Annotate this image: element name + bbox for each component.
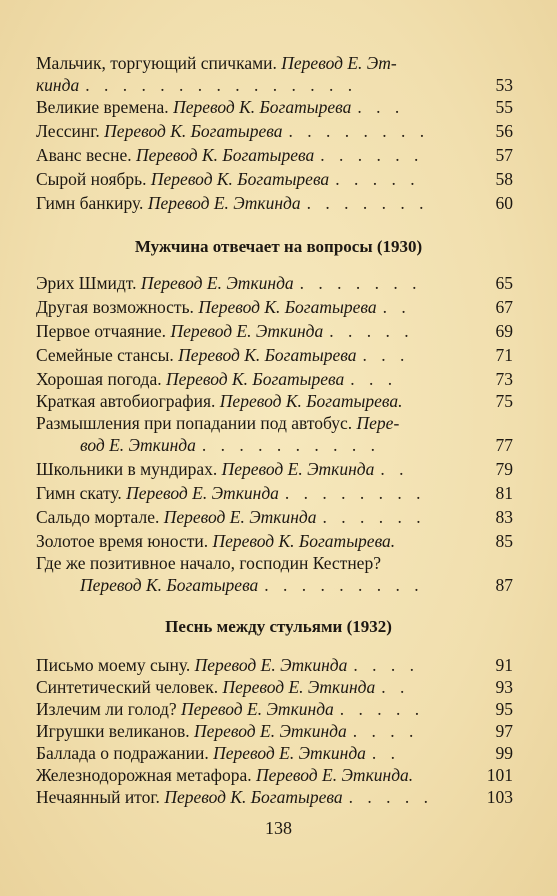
entry-translator: Перевод Е. Эткинда.: [256, 765, 414, 785]
leader-dots: . . . . . . .: [306, 193, 429, 213]
page-number: 101: [486, 765, 513, 785]
entry-title: Где же позитивное начало, господин Кестнер?: [36, 553, 381, 573]
toc-entry: [36, 296, 513, 318]
toc-entry: [36, 96, 513, 118]
entry-title: Баллада о подражании.: [36, 743, 209, 763]
toc-entry: [36, 506, 513, 528]
entry-translator: Перевод Е. Эткинда: [194, 655, 348, 675]
entry-title: Великие времена.: [36, 97, 169, 117]
page-number: 77: [495, 435, 513, 455]
leader-dots: . . .: [362, 345, 410, 365]
toc-entry: [36, 698, 513, 720]
page-number: 87: [495, 575, 513, 595]
leader-dots: . . . . .: [339, 699, 425, 719]
leader-dots: . . . . .: [348, 787, 433, 807]
entry-translator: Перевод К. Богатырева: [150, 169, 330, 189]
entry-title: Железнодорожная метафора.: [36, 765, 252, 785]
page-number: 69: [495, 321, 513, 341]
entry-translator: Перевод Е. Эткинда: [170, 321, 324, 341]
toc-entry: [36, 412, 513, 456]
entry-translator: Перевод Е. Эткинда: [140, 273, 294, 293]
page-number: 56: [495, 121, 513, 141]
toc-entry: [36, 720, 513, 742]
page-number: 67: [495, 297, 513, 317]
entry-title: Сальдо мортале.: [36, 507, 160, 527]
entry-title: Лессинг.: [36, 121, 100, 141]
page-number: 81: [495, 483, 513, 503]
leader-dots: . . .: [350, 369, 398, 389]
entry-translator: Перевод К. Богатырева: [198, 297, 377, 317]
toc-entry: [36, 192, 513, 214]
toc-entry: [36, 654, 513, 676]
toc-line: [36, 552, 513, 574]
leader-dots: . . .: [357, 97, 405, 117]
leader-dots: . . . . . .: [320, 145, 424, 165]
entry-title: Мальчик, торгующий спичками.: [36, 53, 277, 73]
leader-dots: . . . . .: [335, 169, 420, 189]
entry-title: Краткая автобиография.: [36, 391, 216, 411]
toc-entry: [36, 168, 513, 190]
toc-line: [36, 574, 513, 596]
page-number: 75: [495, 391, 513, 411]
toc-line: [36, 74, 513, 96]
entry-translator: Перевод Е. Эткинда: [222, 677, 376, 697]
toc-entry: [36, 344, 513, 366]
entry-title: Письмо моему сыну.: [36, 655, 191, 675]
page-number: 83: [495, 507, 513, 527]
page-number: 93: [495, 677, 513, 697]
page-number: 73: [495, 369, 513, 389]
toc-entry: [36, 676, 513, 698]
entry-translator: Перевод Е. Эткинда: [181, 699, 334, 719]
folio-page-number: 138: [265, 818, 292, 838]
entry-translator: Перевод К. Богатырева: [164, 787, 343, 807]
page-number: 55: [495, 97, 513, 117]
entry-title: Аванс весне.: [36, 145, 132, 165]
leader-dots: . . . . . .: [322, 507, 426, 527]
leader-dots: . . . . . . . . . . . . . . .: [85, 75, 358, 95]
leader-dots: . . . . . . . . .: [264, 575, 424, 595]
entry-title: Эрих Шмидт.: [36, 273, 137, 293]
entry-title: Школьники в мундирах.: [36, 459, 218, 479]
toc-entry: [36, 742, 513, 764]
section-heading: Мужчина отвечает на вопросы (1930): [134, 237, 423, 256]
page-number: 57: [495, 145, 513, 165]
entry-translator: Перевод К. Богатырева.: [219, 391, 403, 411]
entry-title: Семейные стансы.: [36, 345, 174, 365]
page-number: 91: [495, 655, 513, 675]
leader-dots: . .: [380, 459, 409, 479]
entry-translator: Перевод Е. Эткинда: [126, 483, 279, 503]
leader-dots: . . . .: [352, 721, 419, 741]
entry-title: Хорошая погода.: [36, 369, 162, 389]
page-number: 60: [495, 193, 513, 213]
leader-dots: . .: [381, 677, 410, 697]
entry-title: Гимн скату.: [36, 483, 122, 503]
entry-title: Сырой ноябрь.: [36, 169, 147, 189]
leader-dots: . . . . . . . . . .: [201, 435, 380, 455]
entry-translator: Перевод Е. Эткинда: [163, 507, 317, 527]
page-number: 85: [495, 531, 513, 551]
toc-entry: [36, 390, 513, 412]
entry-translator: Перевод Е. Эткинда: [193, 721, 347, 741]
page-number: 71: [495, 345, 513, 365]
page-number: 58: [495, 169, 513, 189]
toc-entry: [36, 144, 513, 166]
toc-line: [36, 412, 513, 434]
entry-title: Размышления при попадании под автобус.: [36, 413, 353, 433]
toc-entry: [36, 552, 513, 596]
entry-translator: Перевод К. Богатырева: [104, 121, 283, 141]
toc-entry: [36, 272, 513, 294]
entry-translator: Пере-: [356, 413, 400, 433]
entry-title: Другая возможность.: [36, 297, 194, 317]
leader-dots: . . . . . . .: [299, 273, 422, 293]
toc-entry: [36, 786, 513, 808]
toc-line: [36, 52, 513, 74]
entry-title: Излечим ли голод?: [36, 699, 177, 719]
toc-entry: [36, 52, 513, 96]
entry-title: Гимн банкиру.: [36, 193, 144, 213]
page-number: 103: [486, 787, 513, 807]
toc-entry: [36, 458, 513, 480]
entry-translator: Перевод К. Богатырева: [80, 575, 259, 595]
entry-translator: Перевод К. Богатырева.: [212, 531, 396, 551]
entry-translator: Перевод Е. Эткинда: [147, 193, 301, 213]
entry-title: Синтетический человек.: [36, 677, 219, 697]
entry-translator: Перевод К. Богатырева: [178, 345, 357, 365]
toc-entry: [36, 482, 513, 504]
toc-entry: [36, 764, 513, 786]
leader-dots: . .: [382, 297, 411, 317]
entry-translator: Перевод К. Богатырева: [173, 97, 352, 117]
entry-translator: вод Е. Эткинда: [80, 435, 196, 455]
entry-translator: Перевод Е. Эткинда: [213, 743, 366, 763]
entry-title: Игрушки великанов.: [36, 721, 190, 741]
entry-translator: Перевод Е. Эт-: [281, 53, 397, 73]
leader-dots: . . . .: [353, 655, 420, 675]
section-heading: Песнь между стульями (1932): [165, 617, 392, 636]
entry-translator: Перевод Е. Эткинда: [221, 459, 375, 479]
entry-title: Золотое время юности.: [36, 531, 209, 551]
page-number: 79: [495, 459, 513, 479]
page-number: 99: [495, 743, 513, 763]
entry-translator: Перевод К. Богатырева: [135, 145, 315, 165]
entry-translator: Перевод К. Богатырева: [165, 369, 345, 389]
toc-entry: [36, 368, 513, 390]
entry-title: Нечаянный итог.: [36, 787, 160, 807]
leader-dots: . .: [371, 743, 401, 763]
page-number: 95: [495, 699, 513, 719]
page-number: 53: [495, 75, 513, 95]
toc-entry: [36, 320, 513, 342]
entry-title: Первое отчаяние.: [36, 321, 167, 341]
toc-entry: [36, 120, 513, 142]
leader-dots: . . . . .: [329, 321, 414, 341]
leader-dots: . . . . . . . .: [288, 121, 430, 141]
toc-line: [36, 434, 513, 456]
page-number: 65: [495, 273, 513, 293]
leader-dots: . . . . . . . .: [284, 483, 426, 503]
toc-entry: [36, 530, 513, 552]
page-number: 97: [495, 721, 513, 741]
entry-translator: кинда: [36, 75, 80, 95]
